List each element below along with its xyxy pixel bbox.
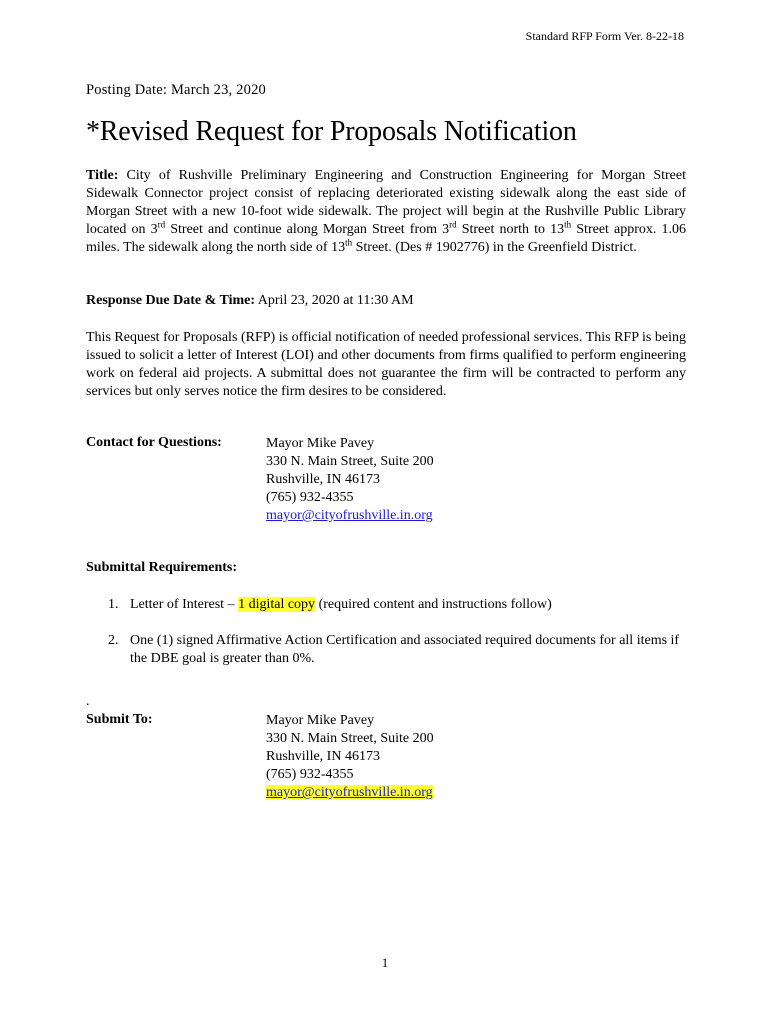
contact-label: Contact for Questions: xyxy=(86,435,222,450)
submit-email-link[interactable]: mayor@cityofrushville.in.org xyxy=(266,785,433,800)
list-item-suffix: (required content and instructions follow) xyxy=(315,597,552,612)
submit-to-label: Submit To: xyxy=(86,712,153,727)
page-title: *Revised Request for Proposals Notification xyxy=(86,116,577,147)
list-item xyxy=(108,632,688,668)
title-text-5: Street. (Des # 1902776) in the Greenfield District. xyxy=(352,240,637,255)
title-sup-3: th xyxy=(564,219,572,230)
stray-dot: . xyxy=(86,694,90,709)
list-item-text: One (1) signed Affirmative Action Certification and associated required documents for all items if the DBE goal is greater than 0%. xyxy=(130,633,680,666)
contact-address-block xyxy=(266,435,434,525)
page-number: 1 xyxy=(381,955,389,970)
title-label: Title: xyxy=(86,168,119,183)
title-sup-2: rd xyxy=(449,219,457,230)
submit-to-address-block xyxy=(266,712,434,802)
title-text-1: City of Rushville Preliminary Engineering and Construction Engineering for Morgan Street Sidewalk Connector project consist of replacing deteriorated existing sidewalk along the east side of Morgan Street with a new 10-foot wide sidewalk. The project will begin at the Rushville Public Library located on 3 xyxy=(86,168,686,237)
list-item-number: 1. xyxy=(108,597,119,612)
contact-city: Rushville, IN 46173 xyxy=(266,472,380,487)
contact-name: Mayor Mike Pavey xyxy=(266,436,375,451)
response-due-paragraph xyxy=(86,292,686,310)
list-item-number: 2. xyxy=(108,633,119,648)
submit-phone: (765) 932-4355 xyxy=(266,767,354,782)
list-item-text xyxy=(130,596,688,614)
form-version: Standard RFP Form Ver. 8-22-18 xyxy=(525,29,684,43)
contact-phone: (765) 932-4355 xyxy=(266,490,354,505)
response-due-label: Response Due Date & Time: xyxy=(86,293,256,308)
title-sup-1: rd xyxy=(157,219,166,230)
title-text-4: Street approx. 1.06 miles. The sidewalk along the north side of 13 xyxy=(86,222,687,255)
highlighted-text: 1 digital copy xyxy=(238,597,316,612)
submit-name: Mayor Mike Pavey xyxy=(266,713,375,728)
project-title-paragraph xyxy=(86,167,686,257)
title-text-2: Street and continue along Morgan Street from 3 xyxy=(165,222,450,237)
title-sup-4: th xyxy=(345,237,353,248)
submit-city: Rushville, IN 46173 xyxy=(266,749,380,764)
list-item-prefix: Letter of Interest – xyxy=(130,597,239,612)
title-text-3: Street north to 13 xyxy=(456,222,565,237)
submit-street: 330 N. Main Street, Suite 200 xyxy=(266,731,434,746)
submittal-requirements-label: Submittal Requirements: xyxy=(86,560,238,575)
list-item xyxy=(108,596,688,614)
rfp-description: This Request for Proposals (RFP) is official notification of needed professional services. This RFP is being issued to solicit a letter of Interest (LOI) and other documents from firms qualified to perform engineering work on federal aid projects. A submittal does not guarantee the firm will be contracted to perform any services but only serves notice the firm desires to be considered. xyxy=(86,330,686,399)
posting-date: Posting Date: March 23, 2020 xyxy=(86,82,266,98)
contact-email-link[interactable]: mayor@cityofrushville.in.org xyxy=(266,508,433,523)
response-due-value: April 23, 2020 at 11:30 AM xyxy=(255,293,414,308)
contact-street: 330 N. Main Street, Suite 200 xyxy=(266,454,434,469)
